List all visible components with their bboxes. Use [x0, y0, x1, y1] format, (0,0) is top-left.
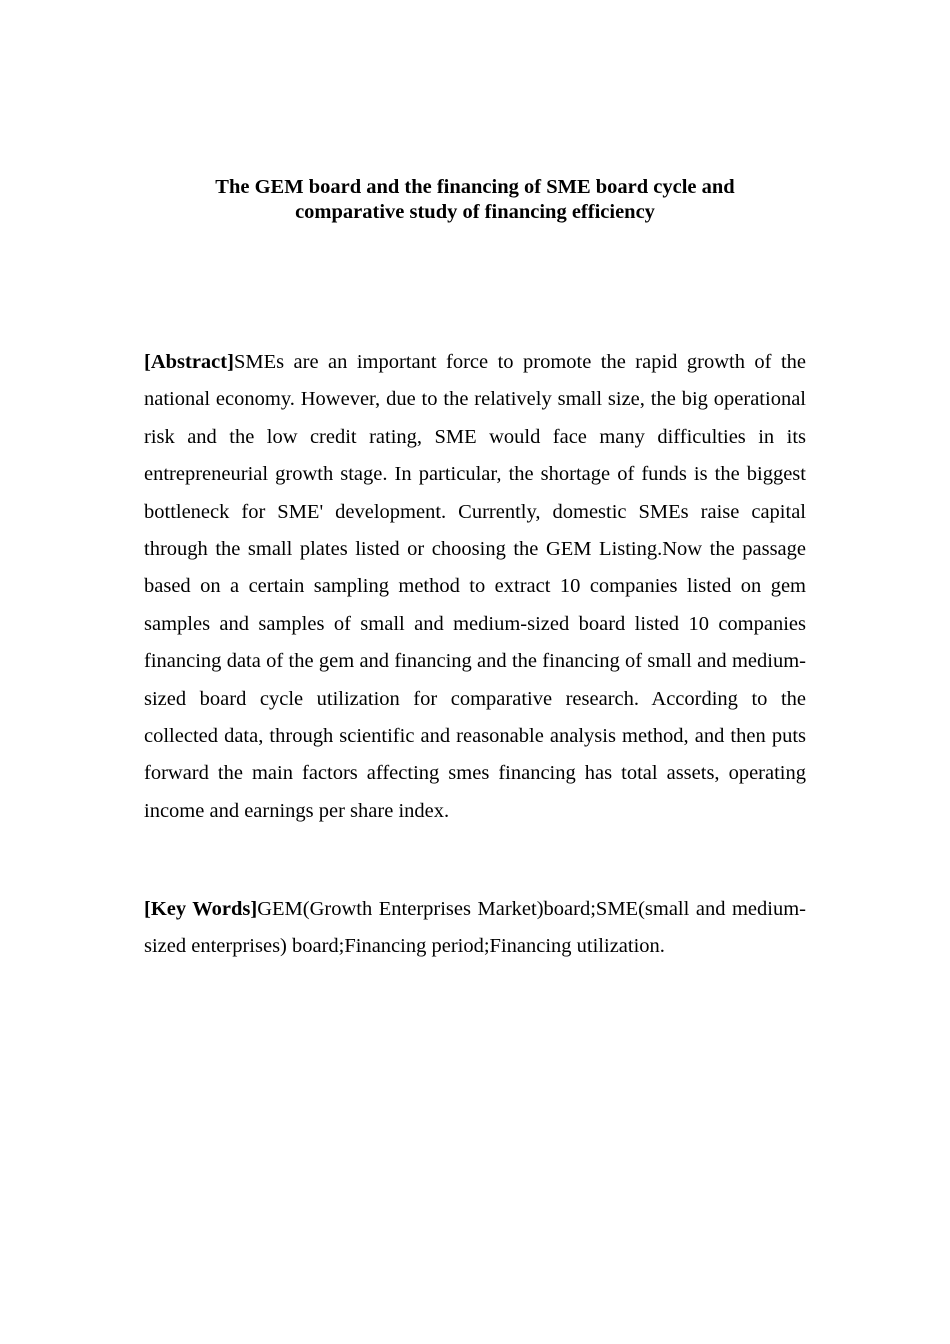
abstract-text: SMEs are an important force to promote the rapid growth of the national economy. However, due to the relatively small size, the big operational risk and the low credit rating, SME would face many difficulties in its entrepreneurial growth stage. In particular, the shortage of funds is the biggest bottleneck for SME' development. Currently, domestic SMEs raise capital through the small plates listed or choosing the GEM Listing.Now the passage based on a certain sampling method to extract 10 companies listed on gem samples and samples of small and medium-sized board listed 10 companies financing data of the gem and financing and the financing of small and medium-sized board cycle utilization for comparative research. According to the collected data, through scientific and reasonable analysis method, and then puts forward the main factors affecting smes financing has total assets, operating income and earnings per share index.: [144, 351, 806, 822]
paper-title: [144, 175, 806, 225]
abstract-label: [Abstract]: [144, 351, 234, 373]
keywords-paragraph: [144, 891, 806, 966]
title-line-1: The GEM board and the financing of SME board cycle and: [215, 176, 735, 198]
title-line-2: comparative study of financing efficiency: [295, 201, 655, 223]
keywords-label: [Key Words]: [144, 898, 258, 920]
abstract-paragraph: [144, 344, 806, 830]
keywords-text: GEM(Growth Enterprises Market)board;SME(small and medium-sized enterprises) board;Financing period;Financing utilization.: [144, 898, 806, 958]
